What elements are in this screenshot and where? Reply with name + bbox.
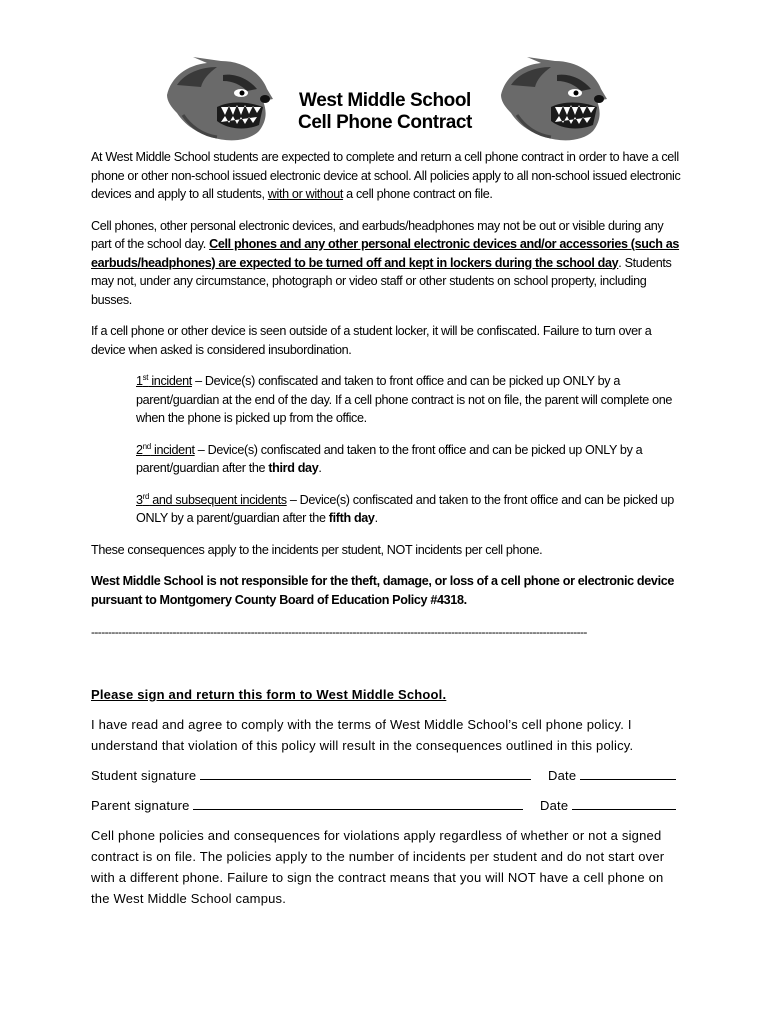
incident-label: incident [150, 442, 195, 457]
incident-wait-period: third day [268, 461, 319, 475]
incident-text: – Device(s) confiscated and taken to the front office and can be picked up ONLY by a parent/guardian after the [136, 442, 643, 475]
document-title [250, 90, 520, 134]
policy-body [91, 148, 681, 652]
incident-ordinal: rd [142, 491, 150, 501]
incident-text-end: . [374, 511, 378, 525]
form-heading: Please sign and return this form to West Middle School. [91, 687, 447, 702]
header [0, 55, 770, 145]
incident-text: – Device(s) confiscated and taken to front office and can be picked up ONLY by a parent/guardian at the end of the day. If a cell phone contract is not on file, the parent will complete one when the phone is picked up from the office. [136, 374, 673, 425]
incident-ordinal: nd [142, 441, 151, 451]
student-date-field [548, 765, 676, 786]
third-incident [136, 491, 681, 528]
incident-text-end: . [318, 461, 322, 475]
parent-signature-row [91, 795, 681, 816]
intro-text: At West Middle School students are expected to complete and return a cell phone contract in order to have a cell phone or other non-school issued electronic device at school. All policies apply to all non-school issued electronic devices and apply to all students, [91, 150, 681, 201]
student-signature-row [91, 765, 681, 786]
parent-signature-line[interactable] [193, 795, 523, 810]
student-signature-line[interactable] [200, 765, 531, 780]
signature-form [91, 684, 681, 918]
parent-date-line[interactable] [572, 795, 676, 810]
incident-text: – Device(s) confiscated and taken to the front office and can be picked up ONLY by a parent/guardian after the [136, 492, 674, 525]
intro-text-end: a cell phone contract on file. [343, 187, 493, 201]
policy-paragraph [91, 217, 681, 310]
policy-text: Cell phones, other personal electronic devices, and earbuds/headphones may not be out or visible during any part of the school day. [91, 218, 664, 251]
parent-signature-label [91, 795, 523, 816]
incident-label: incident [148, 374, 192, 388]
second-incident [136, 441, 681, 478]
student-date-line[interactable] [580, 765, 676, 780]
parent-date-label: Date [540, 798, 569, 813]
agreement-statement: I have read and agree to comply with the terms of West Middle School’s cell phone policy. I understand that violation of this policy will result in the consequences outlined in this policy. [91, 717, 634, 753]
consequences-note: These consequences apply to the incidents per student, NOT incidents per cell phone. [91, 542, 543, 557]
parent-date-field [540, 795, 676, 816]
intro-underlined: with or without [267, 187, 344, 201]
incident-ordinal: st [142, 372, 149, 382]
intro-paragraph [91, 148, 681, 204]
student-signature-label-text: Student signature [91, 768, 197, 783]
incident-number: 1 [136, 374, 143, 388]
incident-label: and subsequent incidents [149, 492, 287, 507]
wolverine-mascot-logo-right [497, 55, 609, 145]
student-date-label: Date [548, 768, 577, 783]
incident-number: 3 [136, 492, 143, 507]
first-incident [136, 372, 681, 428]
policy-text-end: . Students may not, under any circumstance, photograph or video staff or other students on school property, including busses. [91, 255, 672, 307]
cut-line-separator: -------------------------------------------------------------------------------------------------------------------------------------------------- [91, 625, 587, 639]
incident-wait-period: fifth day [328, 511, 375, 525]
liability-disclaimer: West Middle School is not responsible for the theft, damage, or loss of a cell phone or electronic device pursuant to Montgomery County Board of Education Policy #4318. [91, 574, 675, 607]
incident-number: 2 [136, 442, 143, 457]
title-line-2: Cell Phone Contract [298, 112, 472, 133]
title-line-1: West Middle School [299, 90, 471, 111]
confiscation-paragraph: If a cell phone or other device is seen outside of a student locker, it will be confiscated. Failure to turn over a device when asked is considered insubordination. [91, 324, 652, 357]
student-signature-label [91, 765, 531, 786]
parent-signature-label-text: Parent signature [91, 798, 190, 813]
policy-locker-rule: Cell phones and any other personal electronic devices and/or accessories (such as earbuds/headphones) are expected to be turned off and kept in lockers during the school day [91, 237, 680, 270]
footer-note: Cell phone policies and consequences for violations apply regardless of whether or not a signed contract is on file. The policies apply to the number of incidents per student and do not start over with a different phone. Failure to sign the contract means that you will NOT have a cell phone on the West Middle School campus. [91, 828, 665, 906]
